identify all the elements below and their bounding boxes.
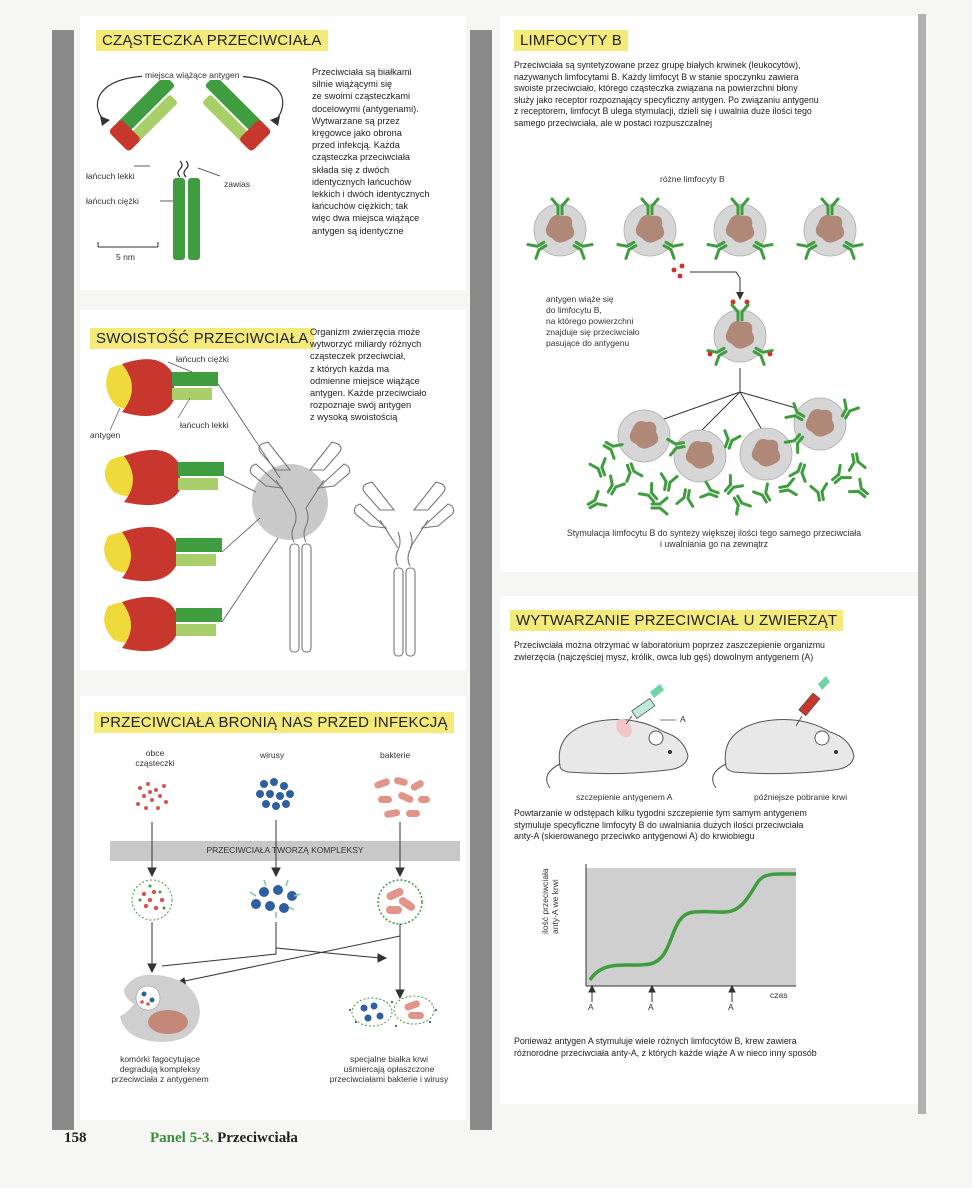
injection-label: A — [588, 1002, 594, 1012]
text-line: nazywanych limfocytami B. Każdy limfocyt B w stanie spoczynku zawiera — [514, 71, 799, 82]
injection-label: A — [728, 1002, 734, 1012]
text-line: cząsteczka przeciwciała — [312, 152, 411, 163]
label-bacteria: bakterie — [380, 750, 411, 760]
text-line: swoiste przeciwciało, którego cząsteczka związana na powierzchni błony — [514, 83, 798, 93]
text-line: degradują kompleksy — [119, 1064, 201, 1074]
panel-antibodies-defend — [80, 696, 466, 1120]
page-number: 158 — [64, 1130, 87, 1146]
text-line: antygen są identyczne — [312, 225, 404, 236]
text-line: pasujące do antygenu — [546, 338, 630, 348]
daughter-b-cell — [674, 430, 726, 482]
text-line: komórki fagocytujące — [120, 1054, 200, 1064]
text-line: antygen wiąże się — [546, 294, 614, 304]
text-line: anty-A we krwi — [550, 879, 560, 934]
antibody-tip — [106, 359, 218, 416]
page-footer-title — [150, 1130, 298, 1147]
b-cell-diagram — [500, 16, 918, 572]
text-line: Organizm zwierzęcia może — [310, 327, 421, 337]
text-line: różnorodne przeciwciała anty-A, z których każde wiąże A w nieco inny sposób — [514, 1047, 817, 1058]
b-cell — [798, 199, 862, 258]
graph-plot — [500, 596, 918, 1104]
panel-title: PRZECIWCIAŁA BRONIĄ NAS PRZED INFEKCJĄ — [94, 712, 454, 733]
complexes-band-label: PRZECIWCIAŁA TWORZĄ KOMPLEKSY — [206, 845, 364, 855]
antibody-tip — [105, 450, 224, 505]
text-line: Przeciwciała są białkami — [312, 67, 412, 77]
text-line: uśmiercają opłaszczone — [343, 1064, 435, 1074]
text-line: Wytwarzane są przez — [312, 115, 400, 126]
complex-bacteria — [378, 880, 422, 924]
text-line: Powtarzanie w odstępach kilku tygodni szczepienie tym samym antygenem — [514, 808, 807, 818]
right-gray-column — [918, 14, 926, 1114]
b-cell — [618, 199, 682, 258]
panel-antibody-production — [500, 596, 918, 1104]
text-line: specjalne białka krwi — [350, 1054, 428, 1064]
text-line: cząsteczki — [135, 758, 175, 768]
label-antigen: antygen — [90, 430, 121, 440]
text-line: samego przeciwciała, ale w postaci rozpuszczalnej — [514, 117, 713, 128]
text-line: na którego powierzchni — [546, 316, 634, 326]
text-line: z wysoką swoistością — [310, 412, 398, 423]
mid-gray-column — [470, 30, 492, 1130]
panel-title: SWOISTOŚĆ PRZECIWCIAŁA — [90, 328, 314, 349]
text-line: ze swoimi cząsteczkami — [312, 91, 411, 102]
daughter-b-cell — [618, 410, 670, 462]
text-line: lekkich i dwóch identycznych — [312, 189, 430, 200]
caption-vaccination: szczepienie antygenem A — [576, 792, 673, 802]
panel-b-lymphocytes — [500, 16, 918, 572]
label-hinge: zawias — [224, 179, 250, 189]
antibody-tip — [104, 527, 222, 581]
complex-viruses — [250, 880, 300, 918]
text-line: służy jako receptor rozpoznający specyficzny antygen. Po związaniu antygenu — [514, 94, 819, 105]
selected-b-cell — [708, 300, 773, 365]
graph-ylabel — [540, 834, 560, 934]
text-line: kręgowce jako obrona — [312, 128, 402, 139]
text-line: wytworzyć miliardy różnych — [310, 339, 422, 350]
label-light-chain: łańcuch lekki — [86, 171, 135, 181]
text-line: silnie wiążącymi się — [312, 79, 393, 90]
text-line: do limfocytu B, — [546, 305, 602, 315]
panel1-text — [312, 66, 462, 237]
daughter-b-cell — [740, 428, 792, 480]
text-line: Stymulacja limfocytu B do syntezy większej ilości tego samego przeciwciała — [566, 528, 862, 538]
text-line: łańcuchów ciężkich; tak — [312, 201, 409, 212]
text-line: składa się z dwóch — [312, 164, 390, 175]
panel5-bottom — [514, 1036, 914, 1059]
caption-blood-draw: późniejsze pobranie krwi — [754, 792, 848, 802]
label-antigen-A: A — [680, 714, 686, 724]
caption-stimulation — [514, 528, 914, 550]
label-scale: 5 nm — [116, 252, 135, 262]
text-line: docelowymi (antygenami). — [312, 103, 419, 114]
label-heavy: łańcuch ciężki — [176, 354, 229, 364]
text-line: cząsteczek przeciwciał, — [310, 351, 406, 362]
label-binding-sites: miejsca wiążące antygen — [142, 70, 243, 80]
footer-panel-id: Panel 5-3. — [150, 1130, 214, 1146]
injection-label: A — [648, 1002, 654, 1012]
panel-antibody-molecule — [80, 16, 466, 290]
panel-title: CZĄSTECZKA PRZECIWCIAŁA — [96, 30, 328, 51]
graph-xlabel: czas — [770, 990, 788, 1000]
text-line: antygen. Każde przeciwciało — [310, 388, 427, 399]
antibody-curve — [590, 874, 796, 980]
text-line: Ponieważ antygen A stymuluje wiele różnych limfocytów B, krew zawiera — [514, 1036, 797, 1046]
daughter-b-cell — [794, 398, 846, 450]
text-line: ilość przeciwciała — [540, 868, 550, 934]
text-line: więc dwa miejsca wiążące — [312, 213, 420, 224]
panel-title: LIMFOCYTY B — [514, 30, 628, 51]
label-various-b-cells: różne limfocyty B — [660, 174, 725, 184]
panel-antibody-specificity — [80, 310, 466, 670]
label-light: łańcuch lekki — [180, 420, 229, 430]
text-line: przeciwciała z antygenem — [111, 1074, 209, 1084]
footer-panel-title: Przeciwciała — [217, 1130, 298, 1146]
text-line: Przeciwciała można otrzymać w laboratorium poprzez zaszczepienie organizmu — [514, 640, 825, 650]
label-heavy-chain: łańcuch ciężki — [86, 196, 139, 206]
caption-phagocytes — [90, 1054, 230, 1084]
text-line: obce — [145, 748, 165, 758]
text-line: anty-A (skierowanego przeciwko antygenowi A) do krwiobiegu — [514, 831, 755, 841]
text-line: odmienne miejsce wiążące — [310, 375, 420, 386]
b-cell — [708, 199, 772, 258]
text-line: z których każda ma — [310, 363, 390, 374]
b-cell — [528, 199, 592, 258]
text-line: przeciwciałami bakterie i wirusy — [329, 1074, 449, 1084]
text-line: Przeciwciała są syntetyzowane przez grupę białych krwinek (leukocytów), — [514, 60, 801, 70]
panel-title: WYTWARZANIE PRZECIWCIAŁ U ZWIERZĄT — [510, 610, 843, 631]
text-line: i uwalniania go na zewnątrz — [659, 539, 769, 549]
killed-complexes — [349, 996, 437, 1027]
caption-blood-proteins — [314, 1054, 464, 1084]
text-line: rozpoznaje swój antygen — [310, 400, 412, 411]
antibody-tip — [104, 597, 222, 651]
left-gray-column — [52, 30, 74, 1130]
text-line: przed infekcją. Każda — [312, 140, 400, 151]
complex-particles — [132, 880, 172, 920]
text-line: stymuluje specyficzne limfocyty B do uwalniania dużych ilości przeciwciała — [514, 819, 804, 830]
text-line: znajduje się przeciwciało — [546, 327, 640, 337]
phagocyte-cell — [120, 975, 200, 1042]
label-viruses: wirusy — [260, 750, 285, 760]
text-line: z receptorem, limfocyt B ulega stymulacji, dzieli się i uwalnia duże ilości tego — [514, 106, 812, 116]
panel2-text — [310, 326, 464, 424]
text-line: identycznych łańcuchów — [312, 176, 412, 187]
text-line: zwierzęcia (najczęściej mysz, królik, owca lub gęś) dowolnym antygenem (A) — [514, 651, 814, 662]
